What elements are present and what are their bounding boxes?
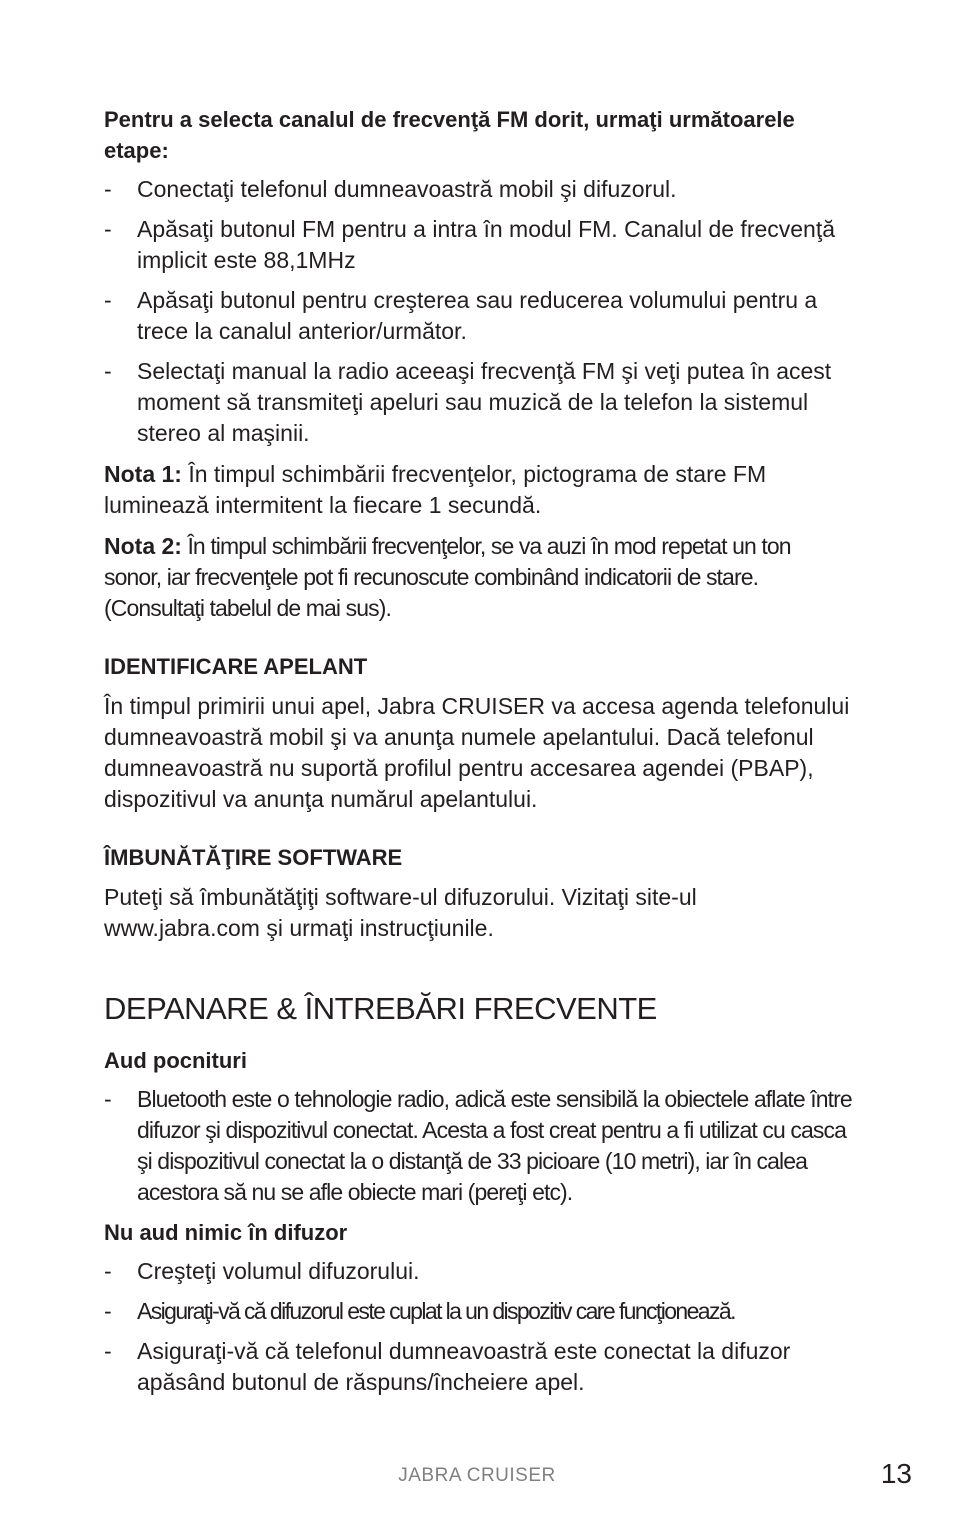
list-dash: - — [104, 358, 112, 384]
page-content — [104, 104, 852, 1398]
list-dash: - — [104, 287, 112, 313]
list-item: - Conectaţi telefonul dumneavoastră mobil şi difuzorul. — [104, 174, 852, 205]
list-dash: - — [104, 216, 112, 242]
note-1: Nota 1: În timpul schimbării frecvenţelor, pictograma de stare FM luminează intermitent la fiecare 1 secundă. — [104, 461, 767, 518]
caller-id-text: În timpul primirii unui apel, Jabra CRUISER va accesa agenda telefonului dumneavoastră mobil şi va anunţa numele apelantului. Dacă telefonul dumneavoastră nu suportă profilul pentru accesarea agendei (PBAP), dispozitivul va anunţa numărul apelantului. — [104, 693, 850, 812]
list-dash: - — [104, 1338, 112, 1364]
note-2: Nota 2: În timpul schimbării frecvenţelor, se va auzi în mod repetat un ton sonor, iar frecvenţele pot fi recunoscute combinând indicatorii de stare. (Consultaţi tabelul de mai sus). — [104, 533, 791, 621]
faq-question-no-sound: Nu aud nimic în difuzor — [104, 1220, 348, 1245]
list-dash: - — [104, 1298, 111, 1324]
software-heading: ÎMBUNĂTĂŢIRE SOFTWARE — [104, 845, 403, 870]
faq-question-crackling: Aud pocnituri — [104, 1048, 247, 1073]
software-text: Puteţi să îmbunătăţiţi software-ul difuzorului. Vizitaţi site-ul www.jabra.com şi urmaţi instrucţiunile. — [104, 884, 697, 941]
page-number: 13 — [880, 1458, 912, 1489]
faq-answer-no-sound — [104, 1256, 852, 1398]
faq-title: DEPANARE & ÎNTREBĂRI FRECVENTE — [104, 991, 657, 1026]
list-dash: - — [104, 176, 112, 202]
list-item: - Creşteţi volumul difuzorului. — [104, 1256, 852, 1287]
list-item: - Apăsaţi butonul FM pentru a intra în modul FM. Canalul de frecvenţă implicit este 88,1MHz — [104, 216, 836, 273]
fm-channel-intro: Pentru a selecta canalul de frecvenţă FM dorit, urmaţi următoarele etape: — [104, 107, 795, 163]
faq-answer-crackling — [104, 1084, 852, 1208]
list-item: - Asiguraţi-vă că telefonul dumneavoastră este conectat la difuzor apăsând butonul de răspuns/încheiere apel. — [104, 1338, 791, 1395]
list-item: - Selectaţi manual la radio aceeaşi frecvenţă FM şi veţi putea în acest moment să transmiteţi apeluri sau muzică de la telefon la sistemul stereo al maşinii. — [104, 358, 832, 446]
footer-brand: JABRA CRUISER — [398, 1465, 556, 1486]
list-item: - Asiguraţi-vă că difuzorul este cuplat la un dispozitiv care funcţionează. — [104, 1296, 852, 1327]
list-dash: - — [104, 1086, 111, 1112]
note-2-label: Nota 2: — [104, 533, 182, 559]
list-item: - Bluetooth este o tehnologie radio, adică este sensibilă la obiectele aflate între difuzor şi dispozitivul conectat. Acesta a fost creat pentru a fi utilizat cu casca şi dispozitivul conectat la o distanţă de 33 picioare (10 metri), iar în calea acestora să nu se afle obiecte mari (pereţi etc). — [104, 1086, 852, 1205]
caller-id-heading: IDENTIFICARE APELANT — [104, 654, 368, 679]
list-item: - Apăsaţi butonul pentru creşterea sau reducerea volumului pentru a trece la canalul anterior/următor. — [104, 287, 818, 344]
note-1-label: Nota 1: — [104, 461, 182, 487]
list-dash: - — [104, 1258, 112, 1284]
fm-steps-list — [104, 174, 852, 449]
